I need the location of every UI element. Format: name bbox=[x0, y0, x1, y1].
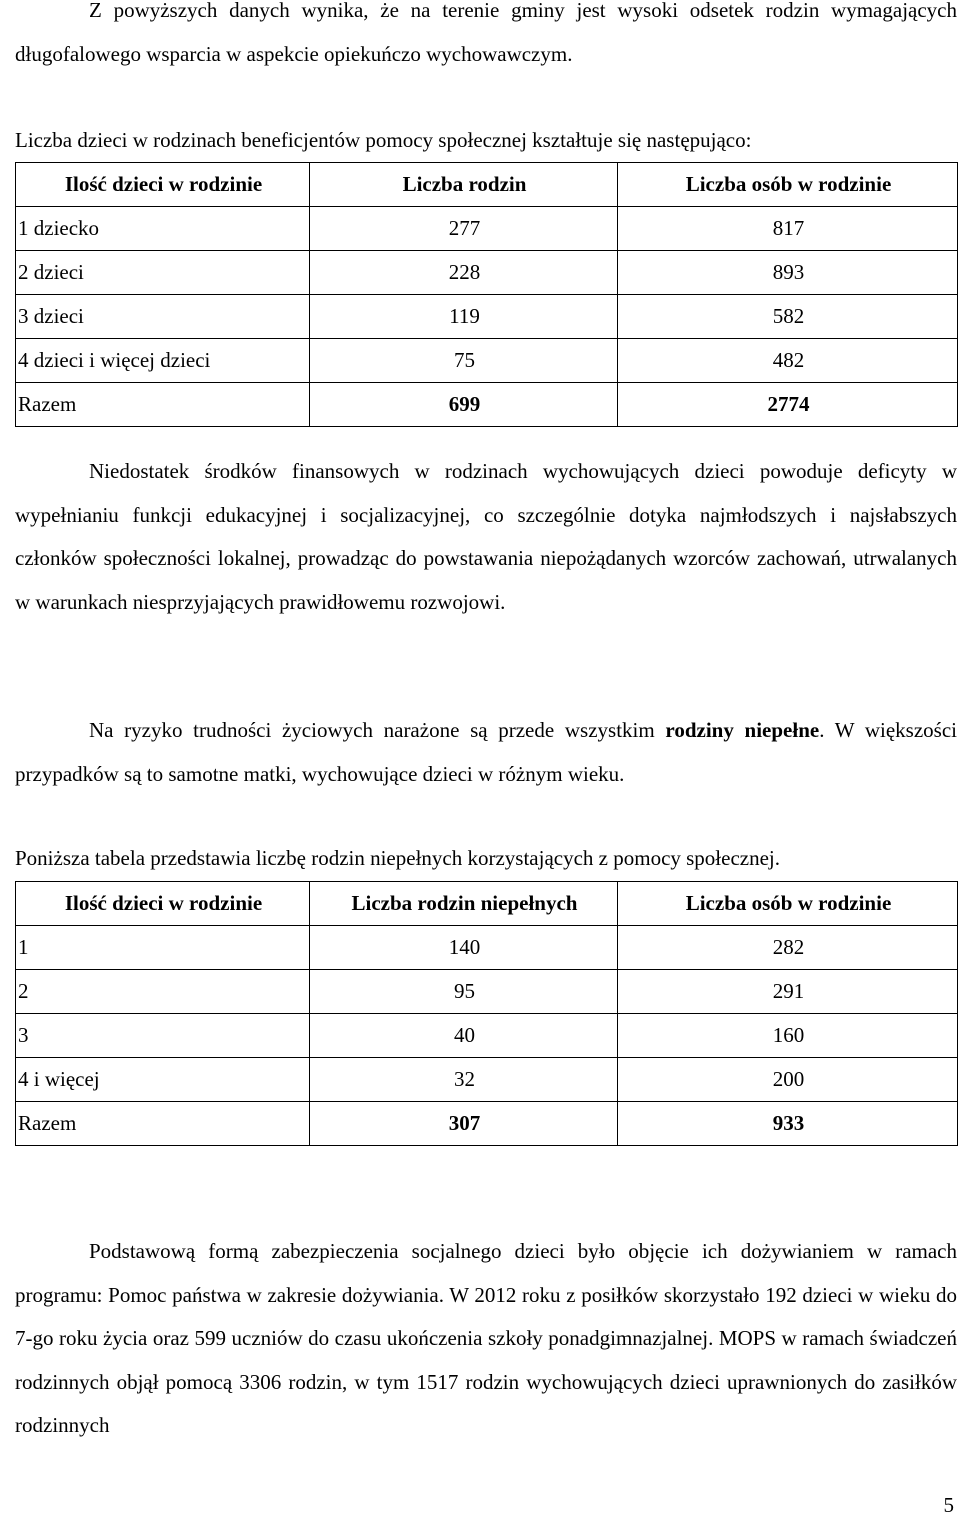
column-header: Liczba rodzin niepełnych bbox=[310, 882, 618, 926]
table-cell: 277 bbox=[310, 207, 618, 251]
table-cell: Razem bbox=[16, 1102, 310, 1146]
table-row bbox=[16, 970, 958, 1014]
table-cell: 228 bbox=[310, 251, 618, 295]
table-cell: 893 bbox=[618, 251, 958, 295]
table-cell: 4 dzieci i więcej dzieci bbox=[16, 339, 310, 383]
table-cell: 119 bbox=[310, 295, 618, 339]
table-row bbox=[16, 207, 958, 251]
table-cell: 2 dzieci bbox=[16, 251, 310, 295]
table-cell: 2774 bbox=[618, 383, 958, 427]
table-cell: 1 bbox=[16, 926, 310, 970]
table-cell: Razem bbox=[16, 383, 310, 427]
table-cell: 32 bbox=[310, 1058, 618, 1102]
table-cell: 582 bbox=[618, 295, 958, 339]
table-cell: 200 bbox=[618, 1058, 958, 1102]
table-cell: 291 bbox=[618, 970, 958, 1014]
table-total-row bbox=[16, 383, 958, 427]
table2-caption: Poniższa tabela przedstawia liczbę rodzin niepełnych korzystających z pomocy społecznej. bbox=[15, 846, 781, 870]
paragraph-risk: Na ryzyko trudności życiowych narażone są przede wszystkim rodziny niepełne. W większości przypadków są to samotne matki, wychowujące dzieci w różnym wieku. bbox=[15, 718, 958, 786]
column-header: Ilość dzieci w rodzinie bbox=[16, 163, 310, 207]
table-cell: 307 bbox=[310, 1102, 618, 1146]
table-cell: 2 bbox=[16, 970, 310, 1014]
table-cell: 933 bbox=[618, 1102, 958, 1146]
table-cell: 817 bbox=[618, 207, 958, 251]
paragraph-nutrition: Podstawową formą zabezpieczenia socjalnego dzieci było objęcie ich dożywianiem w ramach programu: Pomoc państwa w zakresie dożywiania. W 2012 roku z posiłków skorzystało 192 dzieci w wieku do 7-go roku życia oraz 599 uczniów do czasu ukończenia szkoły ponadgimnazjalnej. MOPS w ramach świadczeń rodzinnych objął pomocą 3306 rodzin, w tym 1517 rodzin wychowujących dzieci uprawnionych do zasiłków rodzinnych bbox=[15, 1239, 957, 1437]
table-header-row bbox=[16, 882, 958, 926]
table-row bbox=[16, 1014, 958, 1058]
column-header: Liczba rodzin bbox=[310, 163, 618, 207]
single-parent-table bbox=[15, 881, 958, 1146]
document-page bbox=[15, 0, 957, 1518]
children-table bbox=[15, 162, 958, 427]
table-cell: 160 bbox=[618, 1014, 958, 1058]
table-cell: 482 bbox=[618, 339, 958, 383]
table-cell: 95 bbox=[310, 970, 618, 1014]
table1-caption: Liczba dzieci w rodzinach beneficjentów pomocy społecznej kształtuje się następująco: bbox=[15, 128, 752, 152]
table-cell: 1 dziecko bbox=[16, 207, 310, 251]
table-header-row bbox=[16, 163, 958, 207]
column-header: Ilość dzieci w rodzinie bbox=[16, 882, 310, 926]
table-cell: 3 bbox=[16, 1014, 310, 1058]
table-cell: 4 i więcej bbox=[16, 1058, 310, 1102]
table-row bbox=[16, 251, 958, 295]
table-cell: 282 bbox=[618, 926, 958, 970]
table-row bbox=[16, 295, 958, 339]
table-row bbox=[16, 1058, 958, 1102]
page-number: 5 bbox=[943, 1493, 954, 1517]
table-cell: 699 bbox=[310, 383, 618, 427]
column-header: Liczba osób w rodzinie bbox=[618, 163, 958, 207]
table-cell: 140 bbox=[310, 926, 618, 970]
column-header: Liczba osób w rodzinie bbox=[618, 882, 958, 926]
emphasis: rodziny niepełne bbox=[665, 718, 820, 742]
table-cell: 3 dzieci bbox=[16, 295, 310, 339]
paragraph-intro: Z powyższych danych wynika, że na terenie gminy jest wysoki odsetek rodzin wymagających długofalowego wsparcia w aspekcie opiekuńczo wychowawczym. bbox=[15, 0, 957, 66]
table-cell: 75 bbox=[310, 339, 618, 383]
table-row bbox=[16, 926, 958, 970]
table-cell: 40 bbox=[310, 1014, 618, 1058]
table-row bbox=[16, 339, 958, 383]
paragraph-deficits: Niedostatek środków finansowych w rodzinach wychowujących dzieci powoduje deficyty w wypełnianiu funkcji edukacyjnej i socjalizacyjnej, co szczególnie dotyka najmłodszych i najsłabszych członków społeczności lokalnej, prowadząc do powstawania niepożądanych wzorców zachowań, utrwalanych w warunkach niesprzyjających prawidłowemu rozwojowi. bbox=[15, 459, 957, 614]
table-total-row bbox=[16, 1102, 958, 1146]
